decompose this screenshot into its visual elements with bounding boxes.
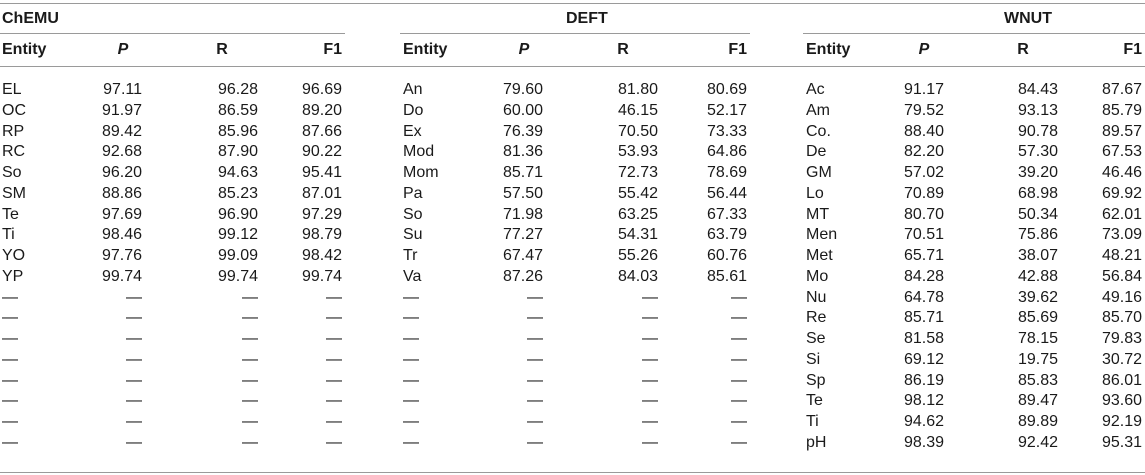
cell-deft-entity: Pa [403, 184, 423, 202]
cell-deft-p: 67.47 [502, 247, 543, 264]
header-entity-wnut: Entity [806, 41, 851, 58]
cell-chemu-entity: YO [2, 247, 26, 264]
cell-deft-r: 72.73 [617, 164, 658, 181]
cell-wnut-entity: Co. [806, 122, 831, 140]
cell-wnut-entity: pH [806, 433, 827, 451]
cell-deft-entity: Su [403, 226, 423, 244]
cell-wnut-r: 39.20 [1017, 164, 1058, 181]
cell-chemu-f1: 98.42 [301, 247, 342, 264]
cell-wnut-entity: De [806, 143, 827, 161]
cell-deft-p: 71.98 [502, 205, 543, 223]
cell-chemu-entity: — [2, 413, 18, 430]
cell-wnut-r: 92.42 [1017, 433, 1058, 451]
cell-wnut-f1: 46.46 [1101, 164, 1142, 181]
header-r-wnut: R [1017, 41, 1029, 58]
cell-wnut-entity: MT [806, 205, 830, 223]
cell-chemu-entity: Te [2, 205, 19, 223]
cell-wnut-r: 85.69 [1017, 309, 1058, 327]
cell-deft-p: — [527, 330, 543, 347]
cell-wnut-f1: 79.83 [1101, 330, 1142, 347]
header-f1-wnut: F1 [1123, 41, 1142, 58]
cell-chemu-entity: — [2, 330, 18, 347]
cell-wnut-p: 86.19 [903, 371, 944, 389]
cell-wnut-p: 57.02 [903, 164, 944, 181]
cell-chemu-f1: — [326, 350, 342, 368]
cell-chemu-f1: 99.74 [301, 267, 342, 285]
cell-chemu-f1: 97.29 [301, 205, 342, 223]
cell-chemu-p: — [126, 413, 142, 430]
cell-deft-f1: 85.61 [706, 267, 747, 285]
cell-wnut-f1: 89.57 [1101, 122, 1142, 140]
cell-deft-r: 84.03 [617, 267, 658, 285]
cell-chemu-entity: YP [2, 267, 24, 285]
cell-wnut-p: 98.39 [903, 433, 944, 451]
cell-chemu-r: 99.09 [217, 247, 258, 264]
cell-wnut-entity: Men [806, 226, 838, 244]
cell-chemu-f1: — [326, 392, 342, 410]
header-r-deft: R [617, 41, 629, 58]
cell-wnut-p: 70.89 [903, 184, 944, 202]
cell-deft-f1: 64.86 [706, 143, 747, 161]
cell-deft-f1: — [731, 288, 747, 306]
cell-chemu-f1: 89.20 [301, 101, 342, 119]
cell-chemu-f1: — [326, 433, 342, 451]
cell-wnut-r: 68.98 [1017, 184, 1058, 202]
cell-wnut-p: 80.70 [903, 205, 944, 223]
header-p-wnut: P [918, 41, 930, 58]
cell-wnut-r: 78.15 [1017, 330, 1058, 347]
cell-deft-entity: Va [403, 267, 422, 285]
cell-wnut-f1: 62.01 [1101, 205, 1142, 223]
cell-wnut-p: 84.28 [903, 267, 944, 285]
cell-wnut-p: 65.71 [903, 247, 944, 264]
cell-wnut-r: 90.78 [1017, 122, 1058, 140]
cell-wnut-f1: 73.09 [1101, 226, 1142, 244]
group-rule-wnut [803, 33, 1145, 34]
cell-deft-p: — [527, 309, 543, 327]
cell-chemu-f1: 98.79 [301, 226, 342, 244]
cell-deft-f1: 60.76 [706, 247, 747, 264]
cell-chemu-p: — [126, 433, 142, 451]
group-title-wnut: WNUT [1004, 10, 1052, 27]
cell-deft-p: — [527, 392, 543, 410]
cell-chemu-r: — [242, 433, 258, 451]
cell-deft-entity: Mom [403, 164, 439, 181]
cell-deft-r: — [642, 413, 658, 430]
cell-chemu-f1: 90.22 [301, 143, 342, 161]
header-p-deft: P [518, 41, 530, 58]
cell-chemu-entity: Ti [2, 226, 15, 244]
header-r-chemu: R [216, 41, 228, 58]
cell-chemu-entity: RC [2, 143, 26, 161]
cell-wnut-f1: 48.21 [1101, 247, 1142, 264]
cell-wnut-entity: GM [806, 164, 832, 181]
cell-deft-r: 63.25 [617, 205, 658, 223]
cell-wnut-r: 75.86 [1017, 226, 1058, 244]
cell-deft-f1: — [731, 413, 747, 430]
cell-chemu-p: 96.20 [101, 164, 142, 181]
header-f1-chemu: F1 [323, 41, 342, 58]
cell-deft-entity: — [403, 371, 419, 389]
cell-wnut-entity: Ti [806, 413, 819, 430]
bottom-rule [0, 472, 1145, 473]
cell-wnut-entity: Mo [806, 267, 829, 285]
cell-deft-p: 81.36 [502, 143, 543, 161]
cell-chemu-f1: — [326, 330, 342, 347]
cell-chemu-p: 97.76 [101, 247, 142, 264]
cell-chemu-entity: SM [2, 184, 26, 202]
cell-wnut-p: 98.12 [903, 392, 944, 410]
cell-wnut-r: 93.13 [1017, 101, 1058, 119]
cell-chemu-entity: So [2, 164, 22, 181]
cell-wnut-entity: Ac [806, 81, 825, 98]
cell-deft-p: — [527, 350, 543, 368]
cell-deft-f1: 67.33 [706, 205, 747, 223]
cell-deft-f1: 56.44 [706, 184, 747, 202]
cell-chemu-entity: OC [2, 101, 26, 119]
group-title-deft: DEFT [566, 10, 608, 27]
cell-chemu-f1: — [326, 309, 342, 327]
cell-deft-entity: — [403, 392, 419, 410]
cell-deft-entity: An [403, 81, 423, 98]
cell-wnut-f1: 93.60 [1101, 392, 1142, 410]
cell-deft-entity: — [403, 288, 419, 306]
cell-chemu-p: 99.74 [101, 267, 142, 285]
cell-deft-r: 46.15 [617, 101, 658, 119]
cell-wnut-f1: 85.70 [1101, 309, 1142, 327]
cell-deft-f1: — [731, 330, 747, 347]
cell-wnut-f1: 30.72 [1101, 350, 1142, 368]
cell-wnut-r: 85.83 [1017, 371, 1058, 389]
cell-deft-r: — [642, 433, 658, 451]
cell-deft-entity: Do [403, 101, 424, 119]
cell-deft-p: 76.39 [502, 122, 543, 140]
cell-deft-r: 53.93 [617, 143, 658, 161]
cell-deft-r: — [642, 350, 658, 368]
cell-deft-f1: 78.69 [706, 164, 747, 181]
cell-deft-entity: Ex [403, 122, 422, 140]
cell-chemu-f1: — [326, 288, 342, 306]
cell-wnut-f1: 69.92 [1101, 184, 1142, 202]
cell-chemu-p: 97.69 [101, 205, 142, 223]
cell-deft-r: — [642, 330, 658, 347]
cell-chemu-entity: RP [2, 122, 25, 140]
cell-deft-p: — [527, 288, 543, 306]
cell-chemu-r: 99.12 [217, 226, 258, 244]
cell-wnut-r: 42.88 [1017, 267, 1058, 285]
cell-chemu-r: 96.28 [217, 81, 258, 98]
cell-wnut-entity: Sp [806, 371, 826, 389]
cell-chemu-r: — [242, 330, 258, 347]
header-rule [0, 66, 1145, 67]
cell-deft-r: 55.26 [617, 247, 658, 264]
cell-deft-p: — [527, 371, 543, 389]
cell-wnut-r: 50.34 [1017, 205, 1058, 223]
header-f1-deft: F1 [728, 41, 747, 58]
cell-deft-entity: Mod [403, 143, 435, 161]
cell-deft-f1: — [731, 371, 747, 389]
cell-wnut-entity: Si [806, 350, 821, 368]
cell-chemu-r: — [242, 392, 258, 410]
cell-deft-p: 60.00 [502, 101, 543, 119]
cell-deft-p: 87.26 [502, 267, 543, 285]
cell-chemu-p: — [126, 350, 142, 368]
header-entity-deft: Entity [403, 41, 448, 58]
cell-wnut-p: 88.40 [903, 122, 944, 140]
cell-deft-p: 79.60 [502, 81, 543, 98]
cell-chemu-p: 91.97 [101, 101, 142, 119]
cell-wnut-p: 94.62 [903, 413, 944, 430]
cell-wnut-r: 89.47 [1017, 392, 1058, 410]
cell-chemu-r: — [242, 350, 258, 368]
cell-deft-entity: — [403, 309, 419, 327]
cell-wnut-f1: 92.19 [1101, 413, 1142, 430]
cell-wnut-f1: 85.79 [1101, 101, 1142, 119]
cell-chemu-p: 97.11 [103, 81, 142, 98]
cell-chemu-p: — [126, 309, 142, 327]
cell-chemu-r: 86.59 [217, 101, 258, 119]
cell-wnut-p: 64.78 [903, 288, 944, 306]
cell-wnut-p: 69.12 [903, 350, 944, 368]
cell-chemu-entity: — [2, 371, 18, 389]
cell-chemu-p: — [126, 288, 142, 306]
cell-chemu-r: 94.63 [217, 164, 258, 181]
header-entity-chemu: Entity [2, 41, 47, 58]
cell-chemu-r: 85.23 [217, 184, 258, 202]
cell-chemu-p: 98.46 [101, 226, 142, 244]
cell-wnut-r: 89.89 [1017, 413, 1058, 430]
cell-chemu-entity: — [2, 350, 18, 368]
group-rule-deft [400, 33, 750, 34]
cell-wnut-p: 79.52 [903, 101, 944, 119]
cell-chemu-f1: 87.66 [301, 122, 342, 140]
cell-wnut-r: 39.62 [1017, 288, 1058, 306]
cell-wnut-entity: Nu [806, 288, 827, 306]
cell-chemu-entity: — [2, 392, 18, 410]
cell-deft-f1: 73.33 [706, 122, 747, 140]
cell-deft-p: 77.27 [502, 226, 543, 244]
cell-deft-entity: — [403, 330, 419, 347]
cell-wnut-r: 57.30 [1017, 143, 1058, 161]
group-rule-chemu [0, 33, 345, 34]
cell-deft-f1: — [731, 392, 747, 410]
cell-wnut-r: 19.75 [1017, 350, 1058, 368]
cell-chemu-p: 92.68 [101, 143, 142, 161]
cell-deft-f1: — [731, 309, 747, 327]
cell-deft-r: — [642, 371, 658, 389]
cell-wnut-entity: Met [806, 247, 833, 264]
cell-chemu-r: — [242, 413, 258, 430]
cell-chemu-entity: — [2, 433, 18, 451]
cell-deft-r: 54.31 [617, 226, 658, 244]
cell-chemu-r: — [242, 309, 258, 327]
cell-chemu-r: — [242, 371, 258, 389]
cell-chemu-f1: 95.41 [301, 164, 342, 181]
cell-chemu-f1: 87.01 [301, 184, 342, 202]
cell-deft-r: — [642, 392, 658, 410]
cell-wnut-p: 81.58 [903, 330, 944, 347]
cell-deft-f1: 63.79 [706, 226, 747, 244]
cell-deft-entity: Tr [403, 247, 418, 264]
cell-chemu-p: — [126, 392, 142, 410]
cell-wnut-entity: Re [806, 309, 827, 327]
cell-deft-r: 81.80 [617, 81, 658, 98]
cell-deft-p: 57.50 [502, 184, 543, 202]
cell-wnut-f1: 87.67 [1101, 81, 1142, 98]
cell-deft-f1: — [731, 350, 747, 368]
cell-chemu-f1: 96.69 [301, 81, 342, 98]
cell-chemu-p: 89.42 [101, 122, 142, 140]
cell-wnut-entity: Am [806, 101, 830, 119]
cell-deft-entity: — [403, 413, 419, 430]
cell-chemu-entity: — [2, 288, 18, 306]
cell-wnut-p: 85.71 [903, 309, 944, 327]
cell-chemu-r: — [242, 288, 258, 306]
cell-wnut-entity: Lo [806, 184, 824, 202]
cell-wnut-r: 38.07 [1017, 247, 1058, 264]
cell-chemu-entity: — [2, 309, 18, 327]
cell-chemu-p: — [126, 330, 142, 347]
cell-wnut-p: 82.20 [903, 143, 944, 161]
cell-wnut-f1: 56.84 [1101, 267, 1142, 285]
cell-deft-f1: 80.69 [706, 81, 747, 98]
cell-deft-entity: — [403, 433, 419, 451]
cell-deft-r: — [642, 309, 658, 327]
cell-wnut-f1: 67.53 [1101, 143, 1142, 161]
cell-deft-p: — [527, 413, 543, 430]
group-title-chemu: ChEMU [2, 10, 59, 27]
cell-deft-r: 70.50 [617, 122, 658, 140]
cell-wnut-f1: 49.16 [1101, 288, 1142, 306]
cell-chemu-r: 96.90 [217, 205, 258, 223]
cell-wnut-p: 70.51 [903, 226, 944, 244]
cell-deft-p: — [527, 433, 543, 451]
cell-deft-r: 55.42 [617, 184, 658, 202]
cell-wnut-p: 91.17 [903, 81, 944, 98]
cell-wnut-f1: 95.31 [1101, 433, 1142, 451]
cell-chemu-r: 85.96 [217, 122, 258, 140]
cell-chemu-entity: EL [2, 81, 22, 98]
cell-deft-f1: 52.17 [706, 101, 747, 119]
cell-deft-f1: — [731, 433, 747, 451]
cell-chemu-f1: — [326, 413, 342, 430]
cell-wnut-r: 84.43 [1017, 81, 1058, 98]
header-p-chemu: P [117, 41, 129, 58]
cell-wnut-entity: Se [806, 330, 826, 347]
cell-chemu-p: — [126, 371, 142, 389]
cell-wnut-f1: 86.01 [1101, 371, 1142, 389]
cell-deft-r: — [642, 288, 658, 306]
cell-deft-p: 85.71 [502, 164, 543, 181]
cell-chemu-r: 99.74 [217, 267, 258, 285]
cell-chemu-p: 88.86 [101, 184, 142, 202]
cell-deft-entity: So [403, 205, 423, 223]
cell-deft-entity: — [403, 350, 419, 368]
cell-chemu-r: 87.90 [217, 143, 258, 161]
cell-wnut-entity: Te [806, 392, 823, 410]
top-rule [0, 3, 1145, 4]
cell-chemu-f1: — [326, 371, 342, 389]
